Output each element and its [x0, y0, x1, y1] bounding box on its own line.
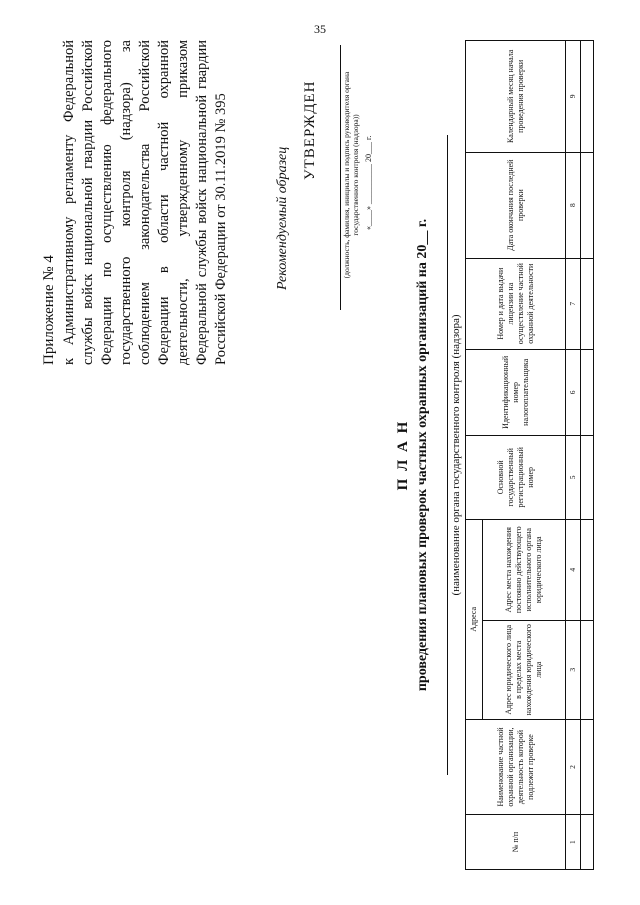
header-ogrn: Основной государственный регистрационный номер [466, 435, 566, 519]
column-number: 6 [566, 349, 581, 435]
page-number: 35 [314, 22, 326, 36]
header-addresses: Адреса [466, 519, 483, 719]
column-number: 4 [566, 519, 581, 620]
empty-cell [581, 435, 594, 519]
recommended-label: Рекомендуемый образец [275, 146, 290, 290]
column-number: 5 [566, 435, 581, 519]
approval-date: «____» __________ 20___ г. [364, 135, 373, 230]
landscape-form [40, 40, 600, 870]
header-last-check: Дата окончания последней проверки [466, 152, 566, 258]
signature-line [340, 45, 341, 310]
empty-cell [581, 719, 594, 814]
header-organization-name: Наименование частной охранной организации, деятельность которой подлежит проверке [466, 719, 566, 814]
column-number: 3 [566, 620, 581, 719]
empty-cell [581, 258, 594, 349]
column-number: 7 [566, 258, 581, 349]
signature-caption: (должность, фамилия, инициалы и подпись руководителя органа государственного контроля (надзора)) [342, 71, 360, 279]
header-license: Номер и дата выдачи лицензии на осуществление частной охранной деятельности [466, 258, 566, 349]
column-number: 2 [566, 719, 581, 814]
plan-subtitle: проведения плановых проверок частных охранных организаций на 20__ г. [415, 218, 430, 692]
organ-caption: (наименование органа государственного контроля (надзора) [450, 314, 462, 596]
organ-name-line [447, 135, 448, 775]
empty-cell [581, 620, 594, 719]
header-number: № п/п [466, 815, 566, 870]
appendix-block [40, 40, 231, 365]
empty-cell [581, 815, 594, 870]
plan-table [465, 40, 594, 870]
plan-title: П Л А Н [395, 419, 411, 491]
appendix-title: Приложение № 4 [41, 255, 57, 365]
column-number: 1 [566, 815, 581, 870]
header-start-month: Календарный месяц начала проведения проверки [466, 41, 566, 153]
empty-cell [581, 349, 594, 435]
column-number: 9 [566, 41, 581, 153]
approved-label: УТВЕРЖДЕН [302, 80, 318, 180]
header-inn: Идентификационный номер налогоплательщика [466, 349, 566, 435]
empty-cell [581, 41, 594, 153]
empty-cell [581, 152, 594, 258]
column-number: 8 [566, 152, 581, 258]
header-exec-address: Адрес места нахождения постоянно действующего исполнительного органа юридического лица [483, 519, 566, 620]
header-legal-address: Адрес юридического лица в пределах места нахождения юридического лица [483, 620, 566, 719]
appendix-text: к Административному регламенту Федеральной службы войск национальной гвардии Российской Федерации по осуществлению федерального государственного контроля (надзора) за соблюдением законодательства Российской Федерации в области частной охранной деятельности, утвержденному приказом Федеральной службы войск национальной гвардии Российской Федерации от 30.11.2019 № 395 [61, 40, 229, 365]
empty-cell [581, 519, 594, 620]
